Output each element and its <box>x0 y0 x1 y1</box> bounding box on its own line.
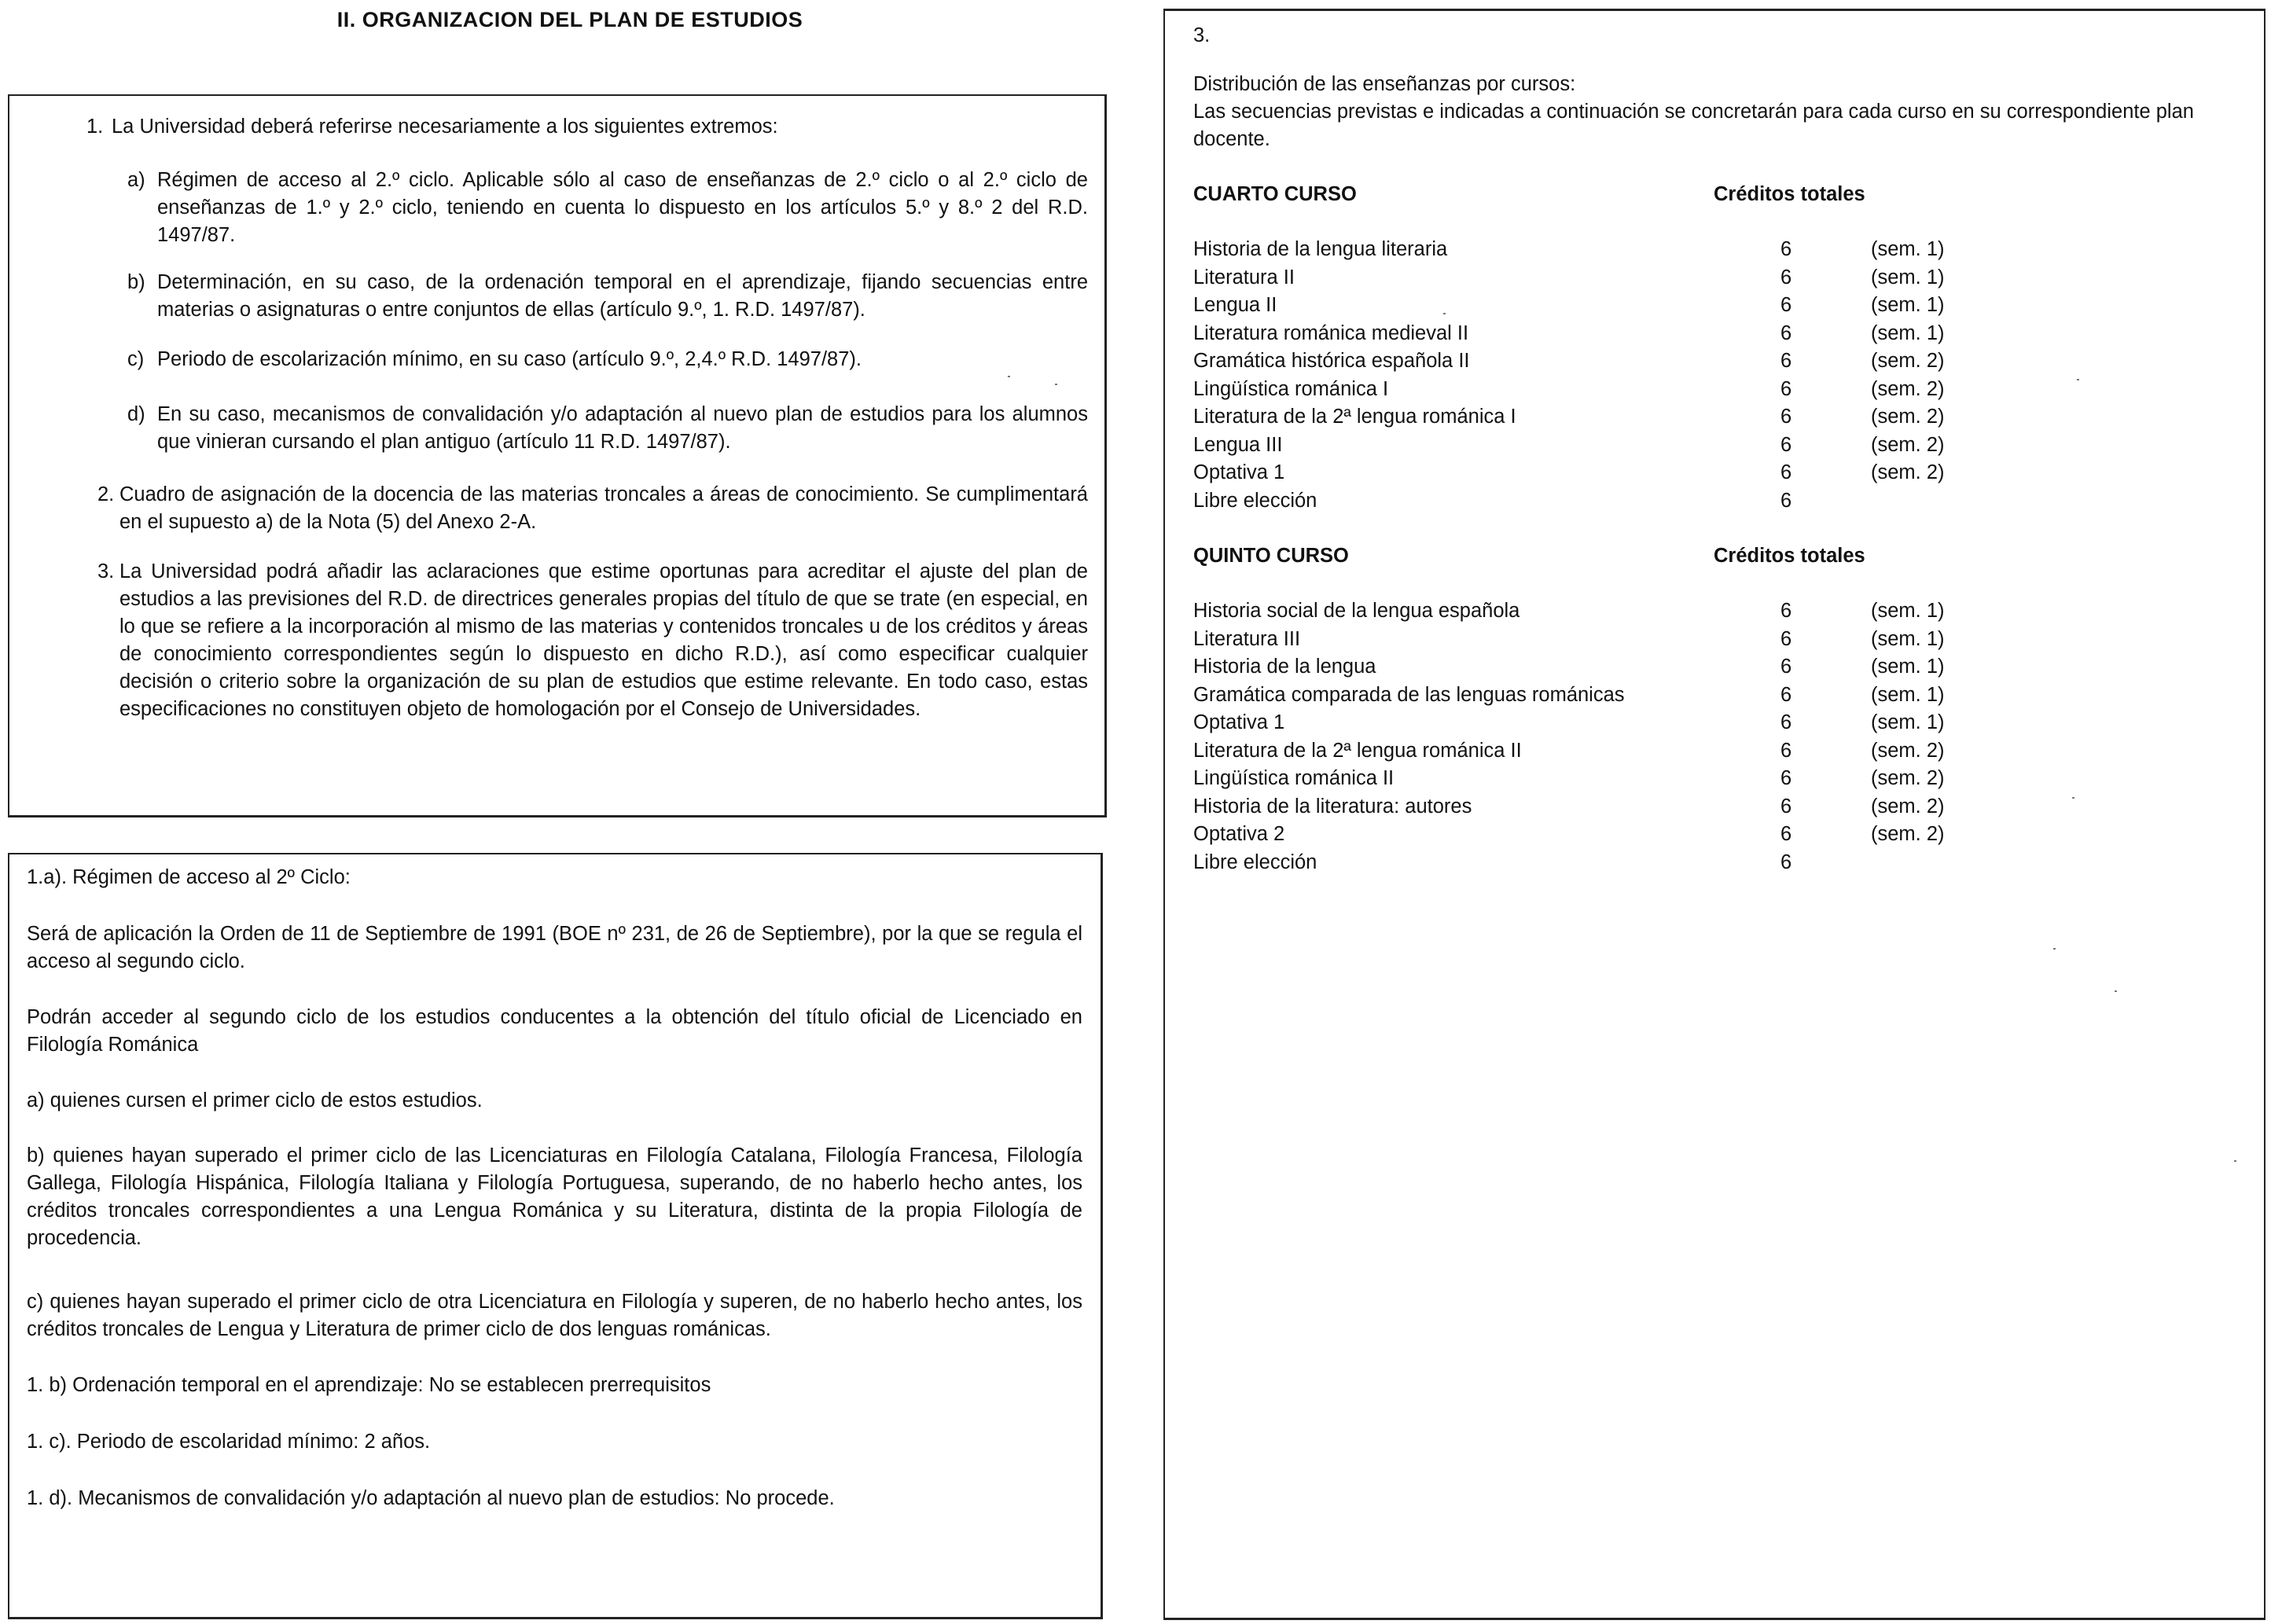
course-semester: (sem. 2) <box>1871 767 1945 789</box>
course-name: Historia de la literatura: autores <box>1193 795 1472 818</box>
instruction-1-number: 1. <box>86 116 104 138</box>
course-credits: 6 <box>1780 739 1792 762</box>
instruction-3 <box>97 558 1088 723</box>
course-credits: 6 <box>1780 823 1792 845</box>
course-name: Libre elección <box>1193 851 1317 873</box>
course-credits: 6 <box>1780 377 1792 400</box>
course-credits: 6 <box>1780 711 1792 733</box>
course-semester: (sem. 1) <box>1871 683 1945 706</box>
quinto-credits-header: Créditos totales <box>1714 545 1865 567</box>
instruction-item-b-label: b) <box>127 271 145 293</box>
access-condition-a: a) quienes cursen el primer ciclo de estos estudios. <box>27 1089 483 1111</box>
instruction-item-d <box>127 401 1088 456</box>
access-condition-c: c) quienes hayan superado el primer ciclo de otra Licenciatura en Filología y superen, de no haberlo hecho antes, los créditos troncales de Lengua y Literatura de primer ciclo de dos lenguas románicas. <box>27 1291 1082 1340</box>
course-name: Historia de la lengua literaria <box>1193 238 1448 260</box>
instructions-box <box>8 94 1107 818</box>
course-credits: 6 <box>1780 683 1792 706</box>
course-semester: (sem. 2) <box>1871 461 1945 483</box>
course-semester: (sem. 2) <box>1871 377 1945 400</box>
course-semester: (sem. 2) <box>1871 823 1945 845</box>
temporal-order-note: 1. b) Ordenación temporal en el aprendizaje: No se establecen prerrequisitos <box>27 1374 711 1396</box>
course-name: Optativa 1 <box>1193 461 1285 483</box>
course-name: Gramática comparada de las lenguas románicas <box>1193 683 1625 706</box>
scan-speck <box>2077 379 2079 380</box>
access-paragraph-2: Podrán acceder al segundo ciclo de los estudios conducentes a la obtención del título oficial de Licenciado en Filología Románica <box>27 1006 1082 1056</box>
course-semester: (sem. 2) <box>1871 739 1945 762</box>
course-name: Libre elección <box>1193 489 1317 512</box>
instruction-item-c <box>127 346 1088 373</box>
course-credits: 6 <box>1780 321 1792 344</box>
course-name: Lingüística románica I <box>1193 377 1389 400</box>
page-title: II. ORGANIZACION DEL PLAN DE ESTUDIOS <box>336 8 803 31</box>
course-semester: (sem. 2) <box>1871 433 1945 456</box>
course-name: Lingüística románica II <box>1193 767 1395 789</box>
course-credits: 6 <box>1780 266 1792 288</box>
course-distribution-box <box>1163 9 2265 1620</box>
instruction-item-d-text: En su caso, mecanismos de convalidación y/o adaptación al nuevo plan de estudios para los alumnos que vinieran cursando el plan antiguo (artículo 11 R.D. 1497/87). <box>157 403 1088 453</box>
course-name: Lengua III <box>1193 433 1283 456</box>
instruction-item-a-label: a) <box>127 169 145 191</box>
course-semester: (sem. 2) <box>1871 406 1945 428</box>
course-credits: 6 <box>1780 656 1792 678</box>
minimum-period-note: 1. c). Periodo de escolaridad mínimo: 2 años. <box>27 1431 431 1453</box>
course-name: Literatura de la 2ª lengua románica II <box>1193 739 1522 762</box>
instruction-item-b-text: Determinación, en su caso, de la ordenación temporal en el aprendizaje, fijando secuencias entre materias o asignaturas o entre conjuntos de ellas (artículo 9.º, 1. R.D. 1497/87). <box>157 271 1088 321</box>
course-semester: (sem. 1) <box>1871 238 1945 260</box>
course-credits: 6 <box>1780 350 1792 372</box>
instruction-3-text: La Universidad podrá añadir las aclaraciones que estime oportunas para acreditar el ajuste del plan de estudios a las previsiones del R.D. de directrices generales propias del título de que se trate (en especial, en lo que se refiere a la incorporación al mismo de las materias y contenidos troncales u de los créditos y áreas de conocimiento correspondientes según lo dispuesto en dicho R.D.), así como especificar cualquier decisión o criterio sobre la organización de su plan de estudios que estime relevante. En todo caso, estas especificaciones no constituyen objeto de homologación por el Consejo de Universidades. <box>119 560 1088 720</box>
instruction-item-a-text: Régimen de acceso al 2.º ciclo. Aplicable sólo al caso de enseñanzas de 2.º ciclo o al 2.º ciclo de enseñanzas de 1.º y 2.º ciclo, teniendo en cuenta lo dispuesto en los artículos 5.º y 8.º 2 del R.D. 1497/87. <box>157 169 1088 246</box>
access-paragraph-1: Será de aplicación la Orden de 11 de Septiembre de 1991 (BOE nº 231, de 26 de Septiembre), por la que se regula el acceso al segundo ciclo. <box>27 923 1082 972</box>
scan-speck <box>2115 990 2117 992</box>
access-regime-box <box>8 853 1103 1619</box>
distribution-description: Las secuencias previstas e indicadas a continuación se concretarán para cada curso en su correspondiente plan docente. <box>1193 101 2194 150</box>
scan-speck <box>2053 948 2056 950</box>
course-credits: 6 <box>1780 238 1792 260</box>
instruction-item-c-text: Periodo de escolarización mínimo, en su caso (artículo 9.º, 2,4.º R.D. 1497/87). <box>157 348 862 370</box>
instruction-3-number: 3. <box>97 560 115 582</box>
scan-speck <box>1055 384 1057 385</box>
quinto-curso-title: QUINTO CURSO <box>1193 545 1349 567</box>
course-credits: 6 <box>1780 627 1792 650</box>
course-semester: (sem. 1) <box>1871 627 1945 650</box>
course-semester: (sem. 1) <box>1871 711 1945 733</box>
scan-speck <box>2234 1160 2236 1162</box>
instruction-2-text: Cuadro de asignación de la docencia de las materias troncales a áreas de conocimiento. Se cumplimentará en el supuesto a) de la Nota (5) del Anexo 2-A. <box>119 483 1088 533</box>
scan-speck <box>1008 376 1010 377</box>
course-semester: (sem. 1) <box>1871 656 1945 678</box>
instruction-1-text: La Universidad deberá referirse necesariamente a los siguientes extremos: <box>112 116 778 138</box>
course-credits: 6 <box>1780 795 1792 818</box>
instruction-2-number: 2. <box>97 483 115 505</box>
course-semester: (sem. 1) <box>1871 600 1945 622</box>
section-number: 3. <box>1193 24 1211 46</box>
distribution-heading: Distribución de las enseñanzas por cursos: <box>1193 73 1576 95</box>
access-regime-heading: 1.a). Régimen de acceso al 2º Ciclo: <box>27 866 351 888</box>
cuarto-credits-header: Créditos totales <box>1714 183 1865 205</box>
course-credits: 6 <box>1780 461 1792 483</box>
course-semester: (sem. 1) <box>1871 294 1945 316</box>
course-name: Literatura de la 2ª lengua románica I <box>1193 406 1516 428</box>
course-semester: (sem. 2) <box>1871 350 1945 372</box>
course-semester: (sem. 1) <box>1871 266 1945 288</box>
course-semester: (sem. 1) <box>1871 321 1945 344</box>
course-credits: 6 <box>1780 433 1792 456</box>
access-condition-b: b) quienes hayan superado el primer ciclo de las Licenciaturas en Filología Catalana, Filología Francesa, Filología Gallega, Filología Hispánica, Filología Italiana y Filología Portuguesa, superando, de no haberlo hecho antes, los créditos troncales correspondientes a una Lengua Románica y su Literatura, distinta de la propia Filología de procedencia. <box>27 1145 1082 1249</box>
course-name: Literatura III <box>1193 627 1301 650</box>
course-name: Optativa 1 <box>1193 711 1285 733</box>
course-name: Optativa 2 <box>1193 823 1285 845</box>
instruction-1 <box>86 113 1061 141</box>
course-credits: 6 <box>1780 489 1792 512</box>
instruction-2 <box>97 481 1088 536</box>
course-credits: 6 <box>1780 767 1792 789</box>
instruction-item-a <box>127 167 1088 249</box>
cuarto-curso-title: CUARTO CURSO <box>1193 183 1357 205</box>
course-credits: 6 <box>1780 600 1792 622</box>
course-name: Lengua II <box>1193 294 1277 316</box>
course-name: Literatura II <box>1193 266 1295 288</box>
instruction-item-b <box>127 269 1088 324</box>
course-semester: (sem. 2) <box>1871 795 1945 818</box>
validation-note: 1. d). Mecanismos de convalidación y/o adaptación al nuevo plan de estudios: No procede. <box>27 1487 835 1509</box>
instruction-item-d-label: d) <box>127 403 145 425</box>
course-name: Gramática histórica española II <box>1193 350 1470 372</box>
instruction-item-c-label: c) <box>127 348 145 370</box>
course-credits: 6 <box>1780 406 1792 428</box>
course-credits: 6 <box>1780 294 1792 316</box>
course-credits: 6 <box>1780 851 1792 873</box>
course-name: Historia social de la lengua española <box>1193 600 1520 622</box>
scan-speck <box>2072 797 2074 799</box>
course-name: Literatura románica medieval II <box>1193 321 1469 344</box>
scan-speck <box>1443 313 1446 314</box>
course-name: Historia de la lengua <box>1193 656 1376 678</box>
